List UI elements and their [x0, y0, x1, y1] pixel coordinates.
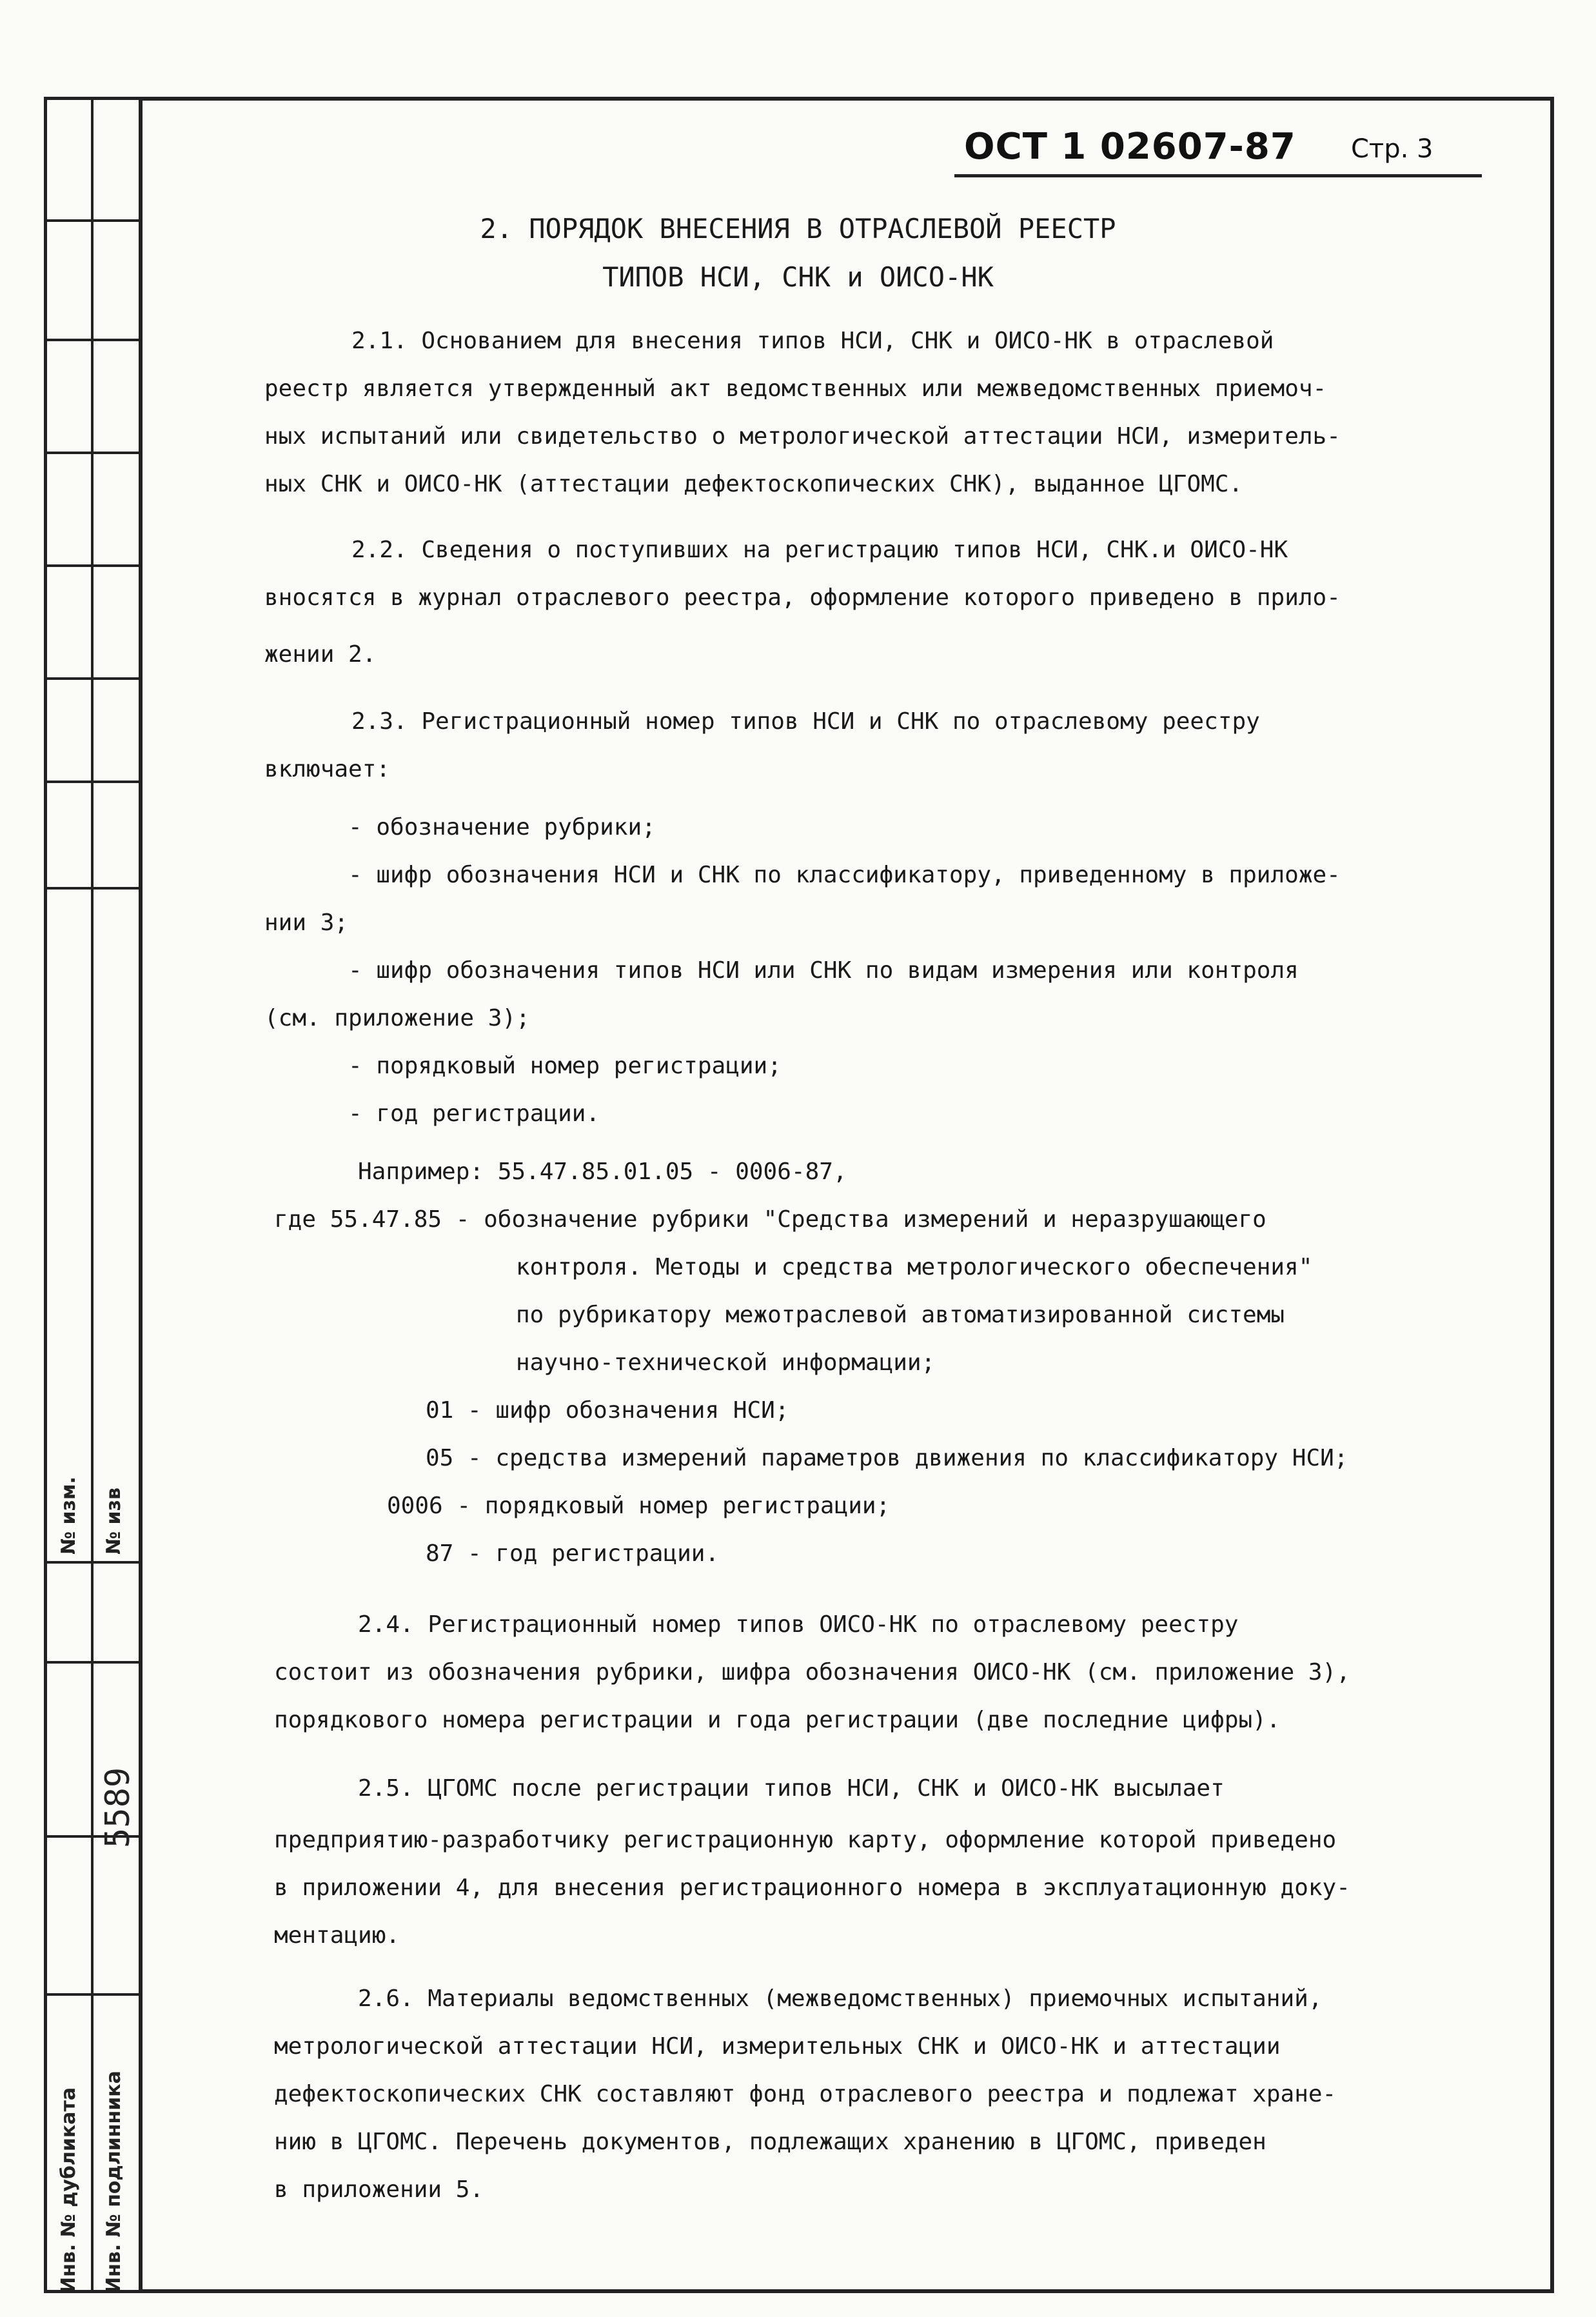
text-line: 2.1. Основанием для внесения типов НСИ, СНК и ОИСО-НК в отраслевой: [351, 328, 1274, 354]
stub-rule: [47, 781, 139, 783]
text-line: (см. приложение 3);: [264, 1005, 530, 1031]
text-line: жении 2.: [264, 641, 377, 668]
text-line: где 55.47.85 - обозначение рубрики "Средства измерений и неразрушающего: [274, 1206, 1266, 1233]
text-line: нии 3;: [264, 910, 349, 936]
example-line: Например: 55.47.85.01.05 - 0006-87,: [358, 1158, 847, 1185]
text-line: ных СНК и ОИСО-НК (аттестации дефектоскопических СНК), выданное ЦГОМС.: [264, 471, 1243, 497]
left-stamp-column: [44, 97, 139, 2293]
text-line: состоит из обозначения рубрики, шифра обозначения ОИСО-НК (см. приложение 3),: [274, 1659, 1350, 1686]
text-line: 05 - средства измерений параметров движения по классификатору НСИ;: [426, 1445, 1348, 1471]
stub-rule: [47, 1993, 139, 1996]
text-line: реестр является утвержденный акт ведомственных или межведомственных приемоч-: [264, 375, 1327, 402]
stub-rule: [47, 339, 139, 341]
text-line: ментацию.: [274, 1922, 400, 1949]
section-title-line-2: ТИПОВ НСИ, СНК и ОИСО-НК: [602, 261, 994, 293]
document-code: ОСТ 1 02607-87: [964, 126, 1296, 168]
stub-divider: [91, 100, 94, 2290]
text-line: в приложении 5.: [274, 2176, 484, 2203]
stub-label-inv-dup: Инв. № дубликата: [57, 2087, 80, 2293]
stub-label-no-izv: № изв: [103, 1487, 125, 1555]
text-line: 2.6. Материалы ведомственных (межведомственных) приемочных испытаний,: [358, 1985, 1323, 2012]
text-line: - обозначение рубрики;: [348, 814, 656, 840]
text-line: дефектоскопических СНК составляют фонд отраслевого реестра и подлежат хране-: [274, 2081, 1337, 2107]
text-line: научно-технической информации;: [516, 1349, 936, 1376]
stub-rule: [47, 677, 139, 680]
page-number: Стр. 3: [1351, 134, 1433, 164]
stub-rule: [47, 1661, 139, 1664]
text-line: - порядковый номер регистрации;: [348, 1053, 782, 1079]
text-line: ных испытаний или свидетельство о метрологической аттестации НСИ, измеритель-: [264, 423, 1341, 450]
text-line: - год регистрации.: [348, 1100, 600, 1127]
text-line: 0006 - порядковый номер регистрации;: [387, 1493, 891, 1519]
stub-rule: [47, 452, 139, 454]
stub-rule: [47, 1561, 139, 1564]
text-line: порядкового номера регистрации и года регистрации (две последние цифры).: [274, 1707, 1281, 1733]
stub-rule: [47, 887, 139, 890]
text-line: 2.2. Сведения о поступивших на регистрацию типов НСИ, СНК.и ОИСО-НК: [351, 537, 1288, 563]
text-line: 2.4. Регистрационный номер типов ОИСО-НК по отраслевому реестру: [358, 1611, 1239, 1638]
text-line: контроля. Методы и средства метрологического обеспечения": [516, 1254, 1313, 1280]
text-line: 2.3. Регистрационный номер типов НСИ и СНК по отраслевому реестру: [351, 708, 1260, 735]
stub-label-no-izm: № изм.: [57, 1477, 80, 1555]
stub-rule: [47, 564, 139, 567]
header-underline: [954, 174, 1482, 177]
text-line: нию в ЦГОМС. Перечень документов, подлежащих хранению в ЦГОМС, приведен: [274, 2129, 1266, 2155]
text-line: в приложении 4, для внесения регистрационного номера в эксплуатационную доку-: [274, 1874, 1350, 1901]
text-line: - шифр обозначения НСИ и СНК по классификатору, приведенному в приложе-: [348, 862, 1341, 888]
section-title-line-1: 2. ПОРЯДОК ВНЕСЕНИЯ В ОТРАСЛЕВОЙ РЕЕСТР: [480, 213, 1116, 244]
text-line: 01 - шифр обозначения НСИ;: [426, 1397, 789, 1424]
text-line: включает:: [264, 756, 391, 782]
text-line: 2.5. ЦГОМС после регистрации типов НСИ, СНК и ОИСО-НК высылает: [358, 1775, 1225, 1802]
stub-number: 5589: [99, 1767, 137, 1848]
text-line: 87 - год регистрации.: [426, 1540, 720, 1567]
stub-label-inv-orig: Инв. № подлинника: [103, 2071, 125, 2293]
text-line: предприятию-разработчику регистрационную карту, оформление которой приведено: [274, 1827, 1337, 1853]
text-line: - шифр обозначения типов НСИ или СНК по видам измерения или контроля: [348, 957, 1299, 984]
text-line: по рубрикатору межотраслевой автоматизированной системы: [516, 1302, 1285, 1328]
text-line: метрологической аттестации НСИ, измерительных СНК и ОИСО-НК и аттестации: [274, 2033, 1281, 2060]
text-line: вносятся в журнал отраслевого реестра, оформление которого приведено в прило-: [264, 584, 1341, 611]
